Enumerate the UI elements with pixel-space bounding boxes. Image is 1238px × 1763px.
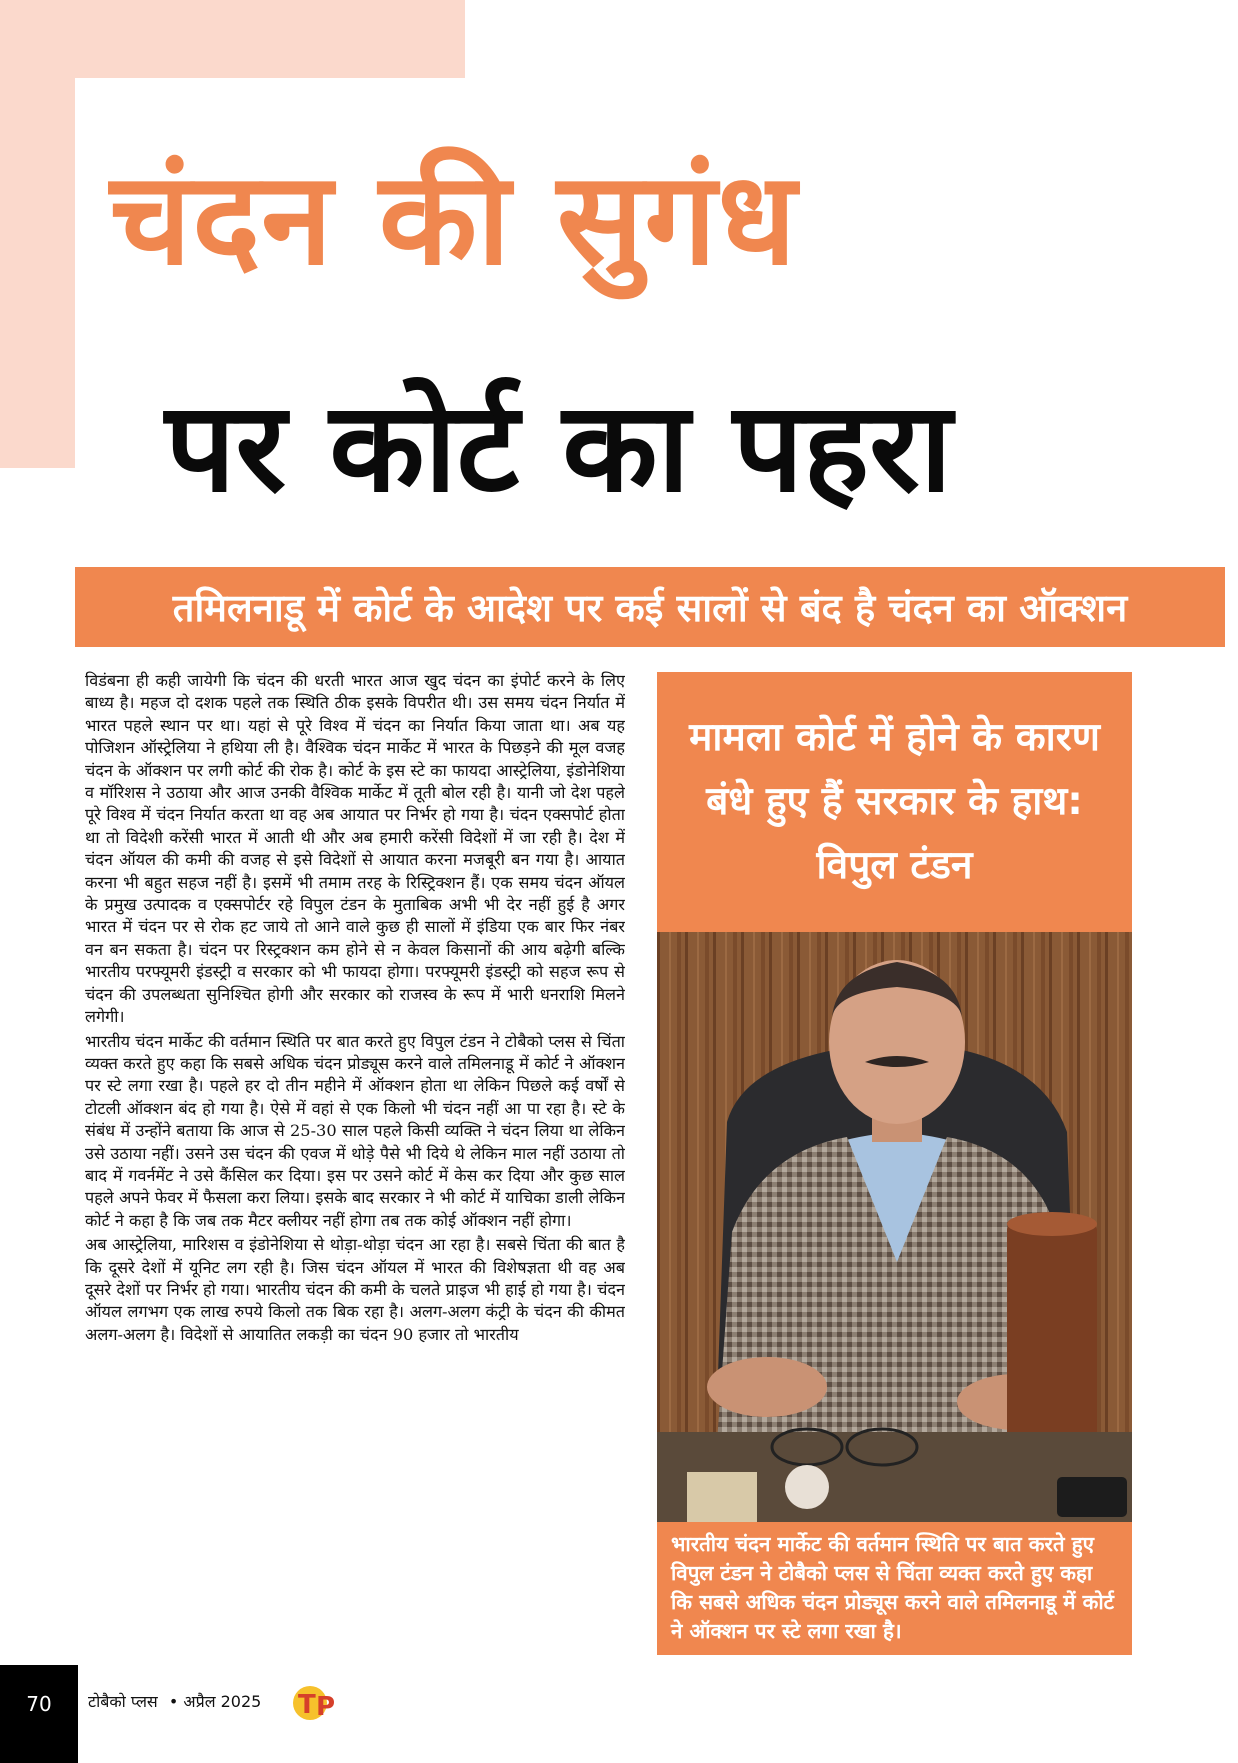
headline-line2: पर कोर्ट का पहरा [165,376,952,520]
magazine-logo-icon [288,1680,348,1726]
footer-text [88,1690,267,1712]
svg-text:P: P [316,1692,336,1722]
magazine-name: टोबैको प्लस [88,1692,158,1711]
headline-line1: चंदन की सुगंध [110,145,798,294]
body-paragraph-2: भारतीय चंदन मार्केट की वर्तमान स्थिति पर बात करते हुए विपुल टंडन ने टोबैको प्लस से चिंता व्यक्त करते हुए कहा कि सबसे अधिक चंदन प्रोड्यूस करने वाले तमिलनाडू में कोर्ट ने ऑक्शन पर स्टे लगा रखा है। पहले हर दो तीन महीने में ऑक्शन होता था लेकिन पिछले कई वर्षों से टोटली ऑक्शन बंद हो गया है। ऐसे में वहां से एक किलो भी चंदन नहीं आ पा रहा है। स्टे के संबंध में उन्होंने बताया कि आज से 25-30 साल पहले किसी व्यक्ति ने चंदन लिया था लेकिन उसे उठाया नहीं। उसने उस चंदन की एवज में थोड़े पैसे भी दिये थे लेकिन माल नहीं उठाया तो बाद में गवर्नमेंट ने उसे कैंसिल कर दिया। इस पर उसने कोर्ट में केस कर दिया और कुछ साल पहले अपने फेवर में फैसला करा लिया। इसके बाद सरकार ने भी कोर्ट में याचिका डाली लेकिन कोर्ट ने कहा है कि जब तक मैटर क्लीयर नहीं होगा तब तक कोई ऑक्शन नहीं होगा। [85,1031,625,1230]
subheadline-bar [75,567,1225,647]
issue-date: • अप्रैल 2025 [168,1692,262,1711]
portrait-photo [657,932,1132,1522]
svg-text:T: T [298,1690,316,1720]
subheadline: तमिलनाडू में कोर्ट के आदेश पर कई सालों से बंद है चंदन का ऑक्शन [172,586,1128,630]
article-body [85,670,625,1670]
pull-quote: मामला कोर्ट में होने के कारण बंधे हुए हैं सरकार के हाथ: विपुल टंडन [689,715,1100,888]
page-number: 70 [26,1692,52,1716]
body-paragraph-3: अब आस्ट्रेलिया, मारिशस व इंडोनेशिया से थोड़ा-थोड़ा चंदन आ रहा है। सबसे चिंता की बात है कि दूसरे देशों में यूनिट लग रही है। जिस चंदन ऑयल में भारत की विशेषज्ञता थी वह अब दूसरे देशों पर निर्भर हो गया। भारतीय चंदन की कमी के चलते प्राइज भी हाई हो गया है। चंदन ऑयल लगभग एक लाख रुपये किलो तक बिक रहा है। अलग-अलग कंट्री के चंदन की कीमत अलग-अलग है। विदेशों से आयातित लकड़ी का चंदन 90 हजार तो भारतीय [85,1235,625,1344]
pull-quote-box [657,672,1132,932]
photo-caption-box [657,1522,1132,1655]
photo-caption: भारतीय चंदन मार्केट की वर्तमान स्थिति पर बात करते हुए विपुल टंडन ने टोबैको प्लस से चिंता व्यक्त करते हुए कहा कि सबसे अधिक चंदन प्रोड्यूस करने वाले तमिलनाडू में कोर्ट ने ऑक्शन पर स्टे लगा रखा है। [671,1532,1114,1643]
body-paragraph-1: विडंबना ही कही जायेगी कि चंदन की धरती भारत आज खुद चंदन का इंपोर्ट करने के लिए बाध्य है। महज दो दशक पहले तक स्थिति ठीक इसके विपरीत थी। उस समय चंदन निर्यात में भारत पहले स्थान पर था। यहां से पूरे विश्व में चंदन का निर्यात किया जाता था। अब यह पोजिशन ऑस्ट्रेलिया ने हथिया ली है। वैश्विक चंदन मार्केट में भारत के पिछड़ने की मूल वजह चंदन के ऑक्शन पर लगी कोर्ट की रोक है। कोर्ट के इस स्टे का फायदा आस्ट्रेलिया, इंडोनेशिया व मॉरिशस ने उठाया और आज उनकी वैश्विक मार्केट में तूती बोल रही है। यानी जो देश पहले पूरे विश्व में चंदन निर्यात करता था वह अब आयात पर निर्भर हो गया है। चंदन एक्सपोर्ट होता था तो विदेशी करेंसी भारत में आती थी और अब हमारी करेंसी विदेशों में जा रही है। देश में चंदन ऑयल की कमी की वजह से इसे विदेशों से आयात करना मजबूरी बन गया है। आयात करना भी बहुत सहज नहीं है। इसमें भी तमाम तरह के रिस्ट्रिक्शन हैं। एक समय चंदन ऑयल के प्रमुख उत्पादक व एक्सपोर्टर रहे विपुल टंडन के मुताबिक अभी भी देर नहीं हुई है अगर भारत में चंदन पर से रोक हट जाये तो आने वाले कुछ ही सालों में इंडिया एक बार फिर नंबर वन बन सकता है। चंदन पर रिस्ट्रक्शन कम होने से न केवल किसानों की आय बढ़ेगी बल्कि भारतीय परफ्यूमरी इंडस्ट्री व सरकार को भी फायदा होगा। परफ्यूमरी इंडस्ट्री को सहज रूप से चंदन की उपलब्धता सुनिश्चित होगी और सरकार को राजस्व के रूप में भारी धनराशि मिलने लगेगी। [85,671,625,1027]
